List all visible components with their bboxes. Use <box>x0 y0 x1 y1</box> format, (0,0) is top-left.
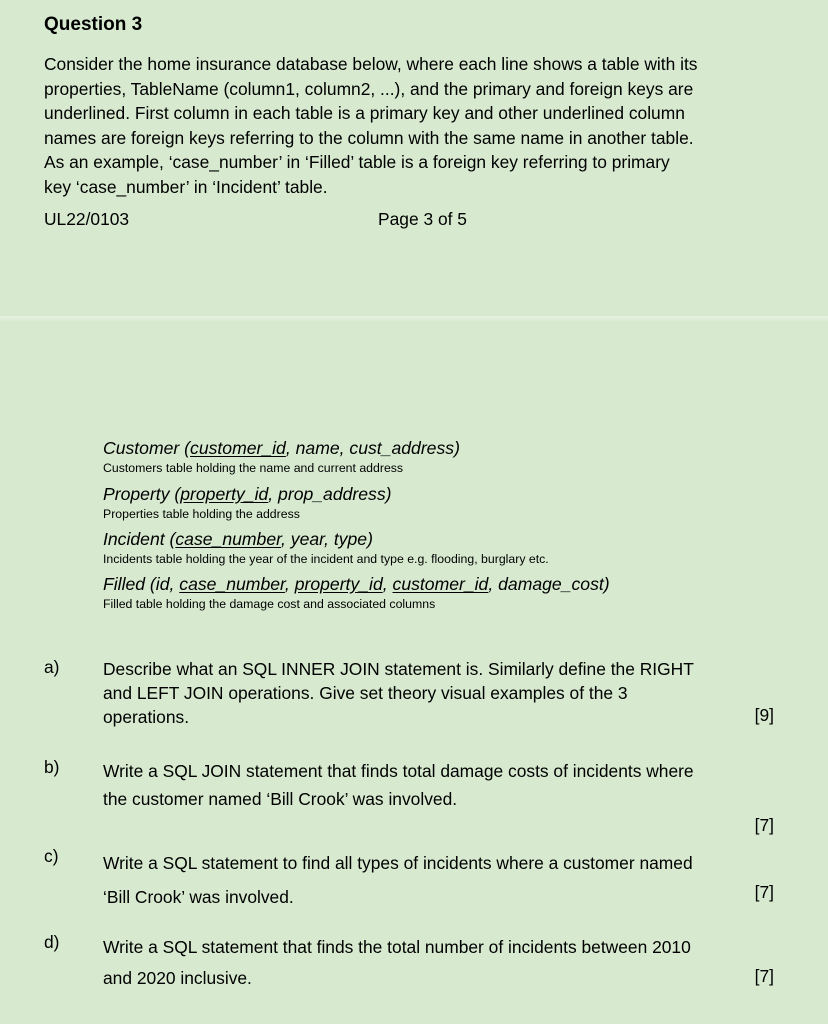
intro-paragraph <box>44 52 804 200</box>
table-description: Properties table holding the address <box>103 507 300 521</box>
foreign-key: customer_id <box>392 574 489 594</box>
table-property <box>103 484 392 521</box>
table-filled <box>103 574 610 611</box>
foreign-key: case_number <box>179 574 285 594</box>
intro-line: key ‘case_number’ in ‘Incident’ table. <box>44 176 328 197</box>
primary-key: customer_id <box>190 438 286 458</box>
question-marks: [9] <box>754 705 774 725</box>
intro-line: As an example, ‘case_number’ in ‘Filled’ table is a foreign key referring to primary <box>44 152 670 173</box>
question-marks: [7] <box>754 966 774 986</box>
question-line: Write a SQL statement that finds the total number of incidents between 2010 <box>103 937 691 957</box>
table-name: Incident <box>103 529 165 549</box>
table-description: Filled table holding the damage cost and associated columns <box>103 597 436 611</box>
table-columns: , year, type) <box>281 529 373 549</box>
table-columns: , name, cust_address) <box>285 438 460 458</box>
question-text <box>103 846 779 914</box>
table-definition: Customer (customer_id, name, cust_address) <box>103 438 460 458</box>
table-definition: Filled (id, case_number, property_id, customer_id, damage_cost) <box>103 574 610 594</box>
table-name: Customer <box>103 438 180 458</box>
table-customer <box>103 438 460 475</box>
question-text <box>103 757 779 813</box>
question-marks: [7] <box>754 815 774 835</box>
question-label: b) <box>44 757 60 777</box>
intro-line: underlined. First column in each table is a primary key and other underlined column <box>44 103 685 124</box>
page-number: Page 3 of 5 <box>378 209 467 229</box>
question-line: Write a SQL JOIN statement that finds total damage costs of incidents where <box>103 761 694 781</box>
question-line: Write a SQL statement to find all types of incidents where a customer named <box>103 853 693 873</box>
primary-key: property_id <box>180 484 269 504</box>
intro-line: properties, TableName (column1, column2, ...), and the primary and foreign keys are <box>44 78 694 99</box>
document-reference: UL22/0103 <box>44 209 130 229</box>
intro-line: names are foreign keys referring to the column with the same name in another table. <box>44 127 694 148</box>
question-title: Question 3 <box>44 14 143 35</box>
question-line: and 2020 inclusive. <box>103 968 252 988</box>
table-description: Incidents table holding the year of the incident and type e.g. flooding, burglary etc. <box>103 552 549 566</box>
question-label: a) <box>44 657 60 677</box>
question-label: c) <box>44 846 59 866</box>
question-text <box>103 657 779 729</box>
question-line: ‘Bill Crook’ was involved. <box>103 887 294 907</box>
question-text <box>103 932 779 994</box>
column-id: id, <box>155 574 180 594</box>
question-label: d) <box>44 932 60 952</box>
table-definition: Incident (case_number, year, type) <box>103 529 373 549</box>
table-definition: Property (property_id, prop_address) <box>103 484 392 504</box>
primary-key: case_number <box>175 529 282 549</box>
question-line: operations. <box>103 707 190 727</box>
intro-line: Consider the home insurance database below, where each line shows a table with its <box>44 54 698 74</box>
table-columns: , damage_cost) <box>488 574 610 594</box>
question-line: the customer named ‘Bill Crook’ was involved. <box>103 789 458 809</box>
question-line: and LEFT JOIN operations. Give set theory visual examples of the 3 <box>103 683 628 703</box>
question-line: Describe what an SQL INNER JOIN statement is. Similarly define the RIGHT <box>103 659 694 679</box>
foreign-key: property_id <box>294 574 383 594</box>
table-incident <box>103 529 549 566</box>
table-columns: , prop_address) <box>268 484 392 504</box>
page-break-divider <box>0 316 828 322</box>
table-description: Customers table holding the name and current address <box>103 461 404 475</box>
table-name: Filled <box>103 574 146 594</box>
table-name: Property <box>103 484 170 504</box>
question-marks: [7] <box>754 882 774 902</box>
